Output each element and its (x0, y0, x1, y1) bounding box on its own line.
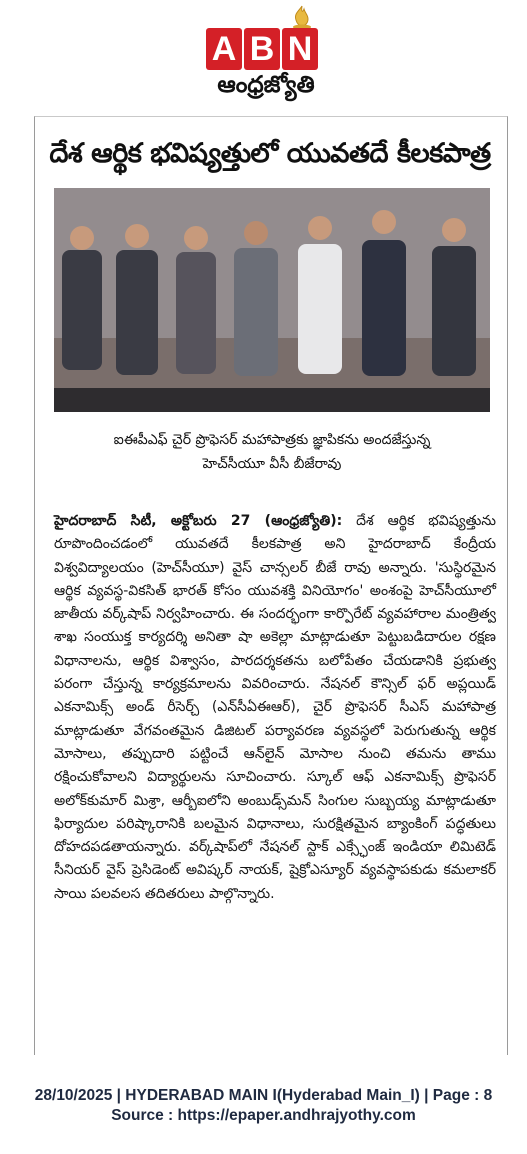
article-body-text: దేశ ఆర్థిక భవిష్యత్తును రూపొందించడంలో యువతదే కీలకపాత్ర అని హైదరాబాద్ కేంద్రీయ విశ్వవిద్యాలయం (హెచ్‌సీయూ) వైస్ చాన్సలర్ బీజే రావు అన్నారు. 'సుస్థిరమైన ఆర్థిక వ్యవస్థ-వికసిత్ భారత్ కోసం యువశక్తి వినియోగం' అంశంపై హెచ్‌సీయూలో జాతీయ వర్క్‌షాప్ నిర్వహించారు. ఈ సందర్భంగా కార్పొరేట్ వ్యవహారాల మంత్రిత్వ శాఖ సంయుక్త కార్యదర్శి అనితా షా అకెల్లా మాట్లాడుతూ పెట్టుబడిదారుల రక్షణ విధానాలను, ఆర్థిక విశ్వాసం, పారదర్శకతను బలోపేతం చేయడానికి ప్రభుత్వ పరంగా చేస్తున్న కార్యక్రమాలను వివరించారు. నేషనల్ కౌన్సిల్ ఫర్ అప్లయిడ్ ఎకనామిక్స్ అండ్ రీసెర్చ్ (ఎన్‌సీఏఈఆర్), చైర్ ప్రొఫెసర్ సీఎస్ మహాపాత్ర మాట్లాడుతూ వేగవంతమైన డిజిటల్ పర్యావరణ వ్యవస్థలో పెరుగుతున్న ఆర్థిక మోసాలు, తప్పుదారి పట్టించే ఆన్‌లైన్ మోసాల నుంచి తమను తాము రక్షించుకోవాలని విద్యార్థులను సూచించారు. స్కూల్ ఆఫ్ ఎకనామిక్స్ ప్రొఫెసర్ అలోక్‌కుమార్ మిశ్రా, ఆర్బీఐలోని అంబుడ్స్‌మన్ సింగుల సుబ్బయ్య మాట్లాడుతూ ఫిర్యాదుల పరిష్కారానికి బలమైన విధానాలు, సురక్షితమైన బ్యాంకింగ్ పద్ధతులు దోహదపడతాయన్నారు. వర్క్‌షాప్‌లో నేషనల్ స్టాక్ ఎక్స్ఛేంజ్ ఇండియా లిమిటెడ్ సీనియర్ వైస్ ప్రెసిడెంట్ అవిష్కర్ నాయక్, షైక్రోఎస్యూర్ వ్యవస్థాపకుడు కమలాకర్ సాయి పలవలస తదితరులు పాల్గొన్నారు. (54, 513, 496, 902)
abn-wordmark (206, 28, 319, 70)
flame-icon (288, 4, 316, 30)
logo-subtitle: ఆంధ్రజ్యోతి (217, 72, 315, 98)
logo-letter-n: N (282, 28, 318, 70)
footer-edition-info: 28/10/2025 | HYDERABAD MAIN I(Hyderabad Main_I) | Page : 8 (34, 1087, 493, 1104)
logo-letter-a: A (206, 28, 242, 70)
photo-caption-line1: ఐఈపీఎఫ్ చైర్ ప్రొఫెసర్ మహాపాత్రకు జ్ఞాపికను అందజేస్తున్న (113, 432, 431, 448)
article-body (54, 510, 496, 906)
logo-letter-b: B (244, 28, 280, 70)
photo-caption (54, 428, 490, 476)
event-photo-illustration (54, 188, 490, 412)
page-footer (0, 1086, 527, 1126)
brand-logo (196, 4, 336, 108)
article-dateline: హైదరాబాద్ సిటీ, అక్టోబరు 27 (ఆంధ్రజ్యోతి): (54, 513, 343, 529)
footer-source-link[interactable]: Source : https://epaper.andhrajyothy.com (111, 1107, 416, 1124)
photo-caption-line2: హెచ్‌సీయూ వీసీ బీజేరావు (202, 456, 342, 472)
article-headline: దేశ ఆర్థిక భవిష్యత్తులో యువతదే కీలకపాత్ర (49, 138, 491, 169)
event-photo (54, 188, 490, 412)
